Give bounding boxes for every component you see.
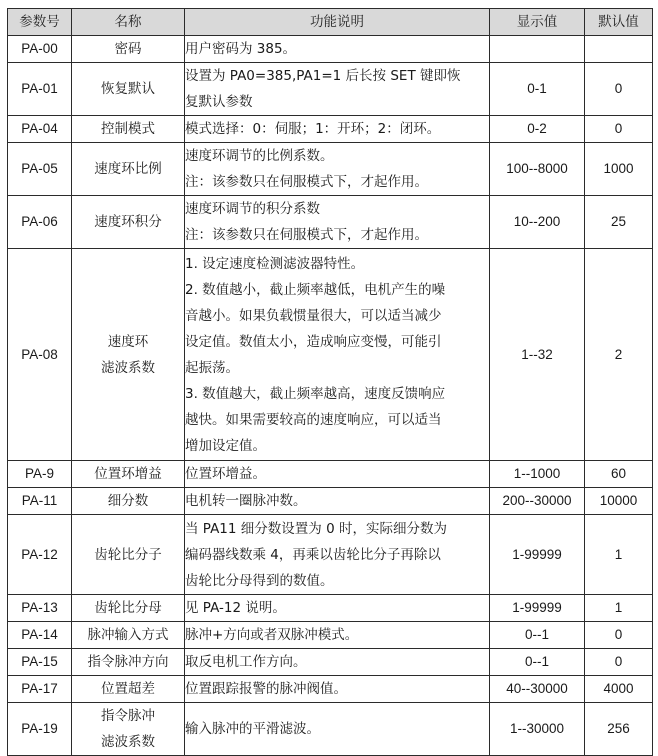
param-name-line: 速度环比例 bbox=[94, 161, 162, 177]
display-range-cell: 1--32 bbox=[490, 249, 585, 461]
param-name-cell bbox=[72, 676, 185, 703]
display-range-cell: 40--30000 bbox=[490, 676, 585, 703]
header-default: 默认值 bbox=[585, 9, 653, 36]
param-id-cell: PA-17 bbox=[8, 676, 72, 703]
param-name-line: 控制模式 bbox=[101, 121, 155, 137]
default-value-cell: 0 bbox=[585, 63, 653, 116]
param-name-cell bbox=[72, 143, 185, 196]
param-id-cell: PA-12 bbox=[8, 515, 72, 595]
param-id-cell: PA-13 bbox=[8, 595, 72, 622]
description-line: 模式选择：0：伺服；1：开环；2：闭环。 bbox=[185, 121, 441, 137]
param-id-cell: PA-19 bbox=[8, 703, 72, 756]
description-line: 设置为 PA0=385,PA1=1 后长按 SET 键即恢 bbox=[185, 68, 461, 84]
description-line: 齿轮比分母得到的数值。 bbox=[185, 572, 334, 589]
param-name-cell bbox=[72, 515, 185, 595]
param-id-cell: PA-06 bbox=[8, 196, 72, 249]
table-row bbox=[8, 488, 653, 515]
table-row bbox=[8, 36, 653, 63]
default-value-cell: 0 bbox=[585, 116, 653, 143]
header-description: 功能说明 bbox=[185, 9, 490, 36]
param-name-line: 齿轮比分子 bbox=[94, 546, 162, 563]
param-id-cell: PA-01 bbox=[8, 63, 72, 116]
default-value-cell: 0 bbox=[585, 649, 653, 676]
default-value-cell: 60 bbox=[585, 461, 653, 488]
description-line: 电机转一圈脉冲数。 bbox=[185, 493, 307, 509]
param-description-cell bbox=[185, 63, 490, 116]
param-id-cell: PA-00 bbox=[8, 36, 72, 63]
param-name-line: 位置环增益 bbox=[94, 466, 162, 482]
display-range-cell: 0--1 bbox=[490, 622, 585, 649]
description-line: 起振荡。 bbox=[185, 359, 239, 376]
param-description-cell bbox=[185, 461, 490, 488]
param-id-cell: PA-14 bbox=[8, 622, 72, 649]
description-line: 输入脉冲的平滑滤波。 bbox=[185, 721, 320, 737]
default-value-cell: 1000 bbox=[585, 143, 653, 196]
param-name-line: 细分数 bbox=[107, 493, 149, 509]
description-line: 用户密码为 385。 bbox=[185, 41, 297, 57]
param-id-cell: PA-05 bbox=[8, 143, 72, 196]
param-description-cell bbox=[185, 676, 490, 703]
header-display-range: 显示值 bbox=[490, 9, 585, 36]
param-description-cell bbox=[185, 649, 490, 676]
table-row bbox=[8, 63, 653, 116]
param-name-line: 速度环 bbox=[107, 333, 149, 350]
description-line: 见 PA-12 说明。 bbox=[185, 600, 286, 616]
table-body bbox=[8, 36, 653, 756]
display-range-cell: 1-99999 bbox=[490, 515, 585, 595]
table-header-row bbox=[8, 9, 653, 36]
param-name-line: 滤波系数 bbox=[101, 734, 155, 750]
description-line: 注：该参数只在伺服模式下，才起作用。 bbox=[185, 227, 428, 243]
table-row bbox=[8, 676, 653, 703]
default-value-cell: 1 bbox=[585, 515, 653, 595]
table-row bbox=[8, 461, 653, 488]
description-line: 复默认参数 bbox=[185, 94, 253, 110]
param-name-cell bbox=[72, 703, 185, 756]
table-row bbox=[8, 515, 653, 595]
default-value-cell: 256 bbox=[585, 703, 653, 756]
table-row bbox=[8, 649, 653, 676]
table-row bbox=[8, 703, 653, 756]
table-row bbox=[8, 249, 653, 461]
param-name-line: 滤波系数 bbox=[101, 359, 155, 376]
description-line: 速度环调节的比例系数。 bbox=[185, 148, 334, 164]
param-name-cell bbox=[72, 36, 185, 63]
description-line: 速度环调节的积分系数 bbox=[185, 201, 320, 217]
default-value-cell bbox=[585, 36, 653, 63]
default-value-cell: 2 bbox=[585, 249, 653, 461]
description-line: 增加设定值。 bbox=[185, 437, 266, 454]
header-param-id: 参数号 bbox=[8, 9, 72, 36]
param-name-cell bbox=[72, 488, 185, 515]
table-row bbox=[8, 196, 653, 249]
description-line: 编码器线数乘 4，再乘以齿轮比分子再除以 bbox=[185, 546, 441, 563]
param-name-line: 速度环积分 bbox=[94, 214, 162, 230]
default-value-cell: 4000 bbox=[585, 676, 653, 703]
header-name: 名称 bbox=[72, 9, 185, 36]
param-name-cell bbox=[72, 249, 185, 461]
param-id-cell: PA-08 bbox=[8, 249, 72, 461]
param-description-cell bbox=[185, 143, 490, 196]
display-range-cell: 100--8000 bbox=[490, 143, 585, 196]
param-name-cell bbox=[72, 196, 185, 249]
display-range-cell: 1--1000 bbox=[490, 461, 585, 488]
param-name-line: 指令脉冲 bbox=[101, 708, 155, 724]
table-row bbox=[8, 116, 653, 143]
param-description-cell bbox=[185, 703, 490, 756]
description-line: 位置跟踪报警的脉冲阀值。 bbox=[185, 681, 347, 697]
table-row bbox=[8, 595, 653, 622]
param-name-cell bbox=[72, 649, 185, 676]
display-range-cell: 10--200 bbox=[490, 196, 585, 249]
param-name-cell bbox=[72, 595, 185, 622]
param-name-cell bbox=[72, 622, 185, 649]
display-range-cell: 200--30000 bbox=[490, 488, 585, 515]
param-description-cell bbox=[185, 196, 490, 249]
description-line: 1. 设定速度检测滤波器特性。 bbox=[185, 255, 365, 272]
param-description-cell bbox=[185, 116, 490, 143]
table-row bbox=[8, 143, 653, 196]
display-range-cell: 1-99999 bbox=[490, 595, 585, 622]
display-range-cell: 0--1 bbox=[490, 649, 585, 676]
description-line: 越快。如果需要较高的速度响应，可以适当 bbox=[185, 411, 442, 428]
parameter-table bbox=[7, 8, 653, 756]
param-description-cell bbox=[185, 249, 490, 461]
description-line: 位置环增益。 bbox=[185, 466, 266, 482]
display-range-cell: 0-2 bbox=[490, 116, 585, 143]
param-description-cell bbox=[185, 488, 490, 515]
param-name-cell bbox=[72, 116, 185, 143]
description-line: 设定值。数值太小，造成响应变慢，可能引 bbox=[185, 333, 442, 350]
description-line: 注：该参数只在伺服模式下，才起作用。 bbox=[185, 174, 428, 190]
display-range-cell bbox=[490, 36, 585, 63]
table-row bbox=[8, 622, 653, 649]
description-line: 当 PA11 细分数设置为 0 时，实际细分数为 bbox=[185, 520, 447, 537]
description-line: 2. 数值越小，截止频率越低，电机产生的噪 bbox=[185, 281, 446, 298]
param-name-line: 脉冲输入方式 bbox=[87, 627, 169, 643]
default-value-cell: 25 bbox=[585, 196, 653, 249]
param-name-line: 指令脉冲方向 bbox=[87, 654, 169, 670]
description-line: 取反电机工作方向。 bbox=[185, 654, 307, 670]
description-line: 脉冲+方向或者双脉冲模式。 bbox=[185, 627, 359, 643]
display-range-cell: 0-1 bbox=[490, 63, 585, 116]
default-value-cell: 0 bbox=[585, 622, 653, 649]
param-name-line: 恢复默认 bbox=[101, 81, 155, 97]
display-range-cell: 1--30000 bbox=[490, 703, 585, 756]
param-name-cell bbox=[72, 63, 185, 116]
param-id-cell: PA-11 bbox=[8, 488, 72, 515]
param-id-cell: PA-04 bbox=[8, 116, 72, 143]
param-name-cell bbox=[72, 461, 185, 488]
param-description-cell bbox=[185, 515, 490, 595]
default-value-cell: 10000 bbox=[585, 488, 653, 515]
default-value-cell: 1 bbox=[585, 595, 653, 622]
param-description-cell bbox=[185, 622, 490, 649]
param-name-line: 密码 bbox=[114, 41, 142, 57]
description-line: 音越小。如果负载惯量很大，可以适当减少 bbox=[185, 307, 442, 324]
param-description-cell bbox=[185, 36, 490, 63]
param-id-cell: PA-9 bbox=[8, 461, 72, 488]
param-id-cell: PA-15 bbox=[8, 649, 72, 676]
description-line: 3. 数值越大，截止频率越高，速度反馈响应 bbox=[185, 385, 446, 402]
param-name-line: 齿轮比分母 bbox=[94, 600, 162, 616]
param-description-cell bbox=[185, 595, 490, 622]
param-name-line: 位置超差 bbox=[101, 681, 155, 697]
